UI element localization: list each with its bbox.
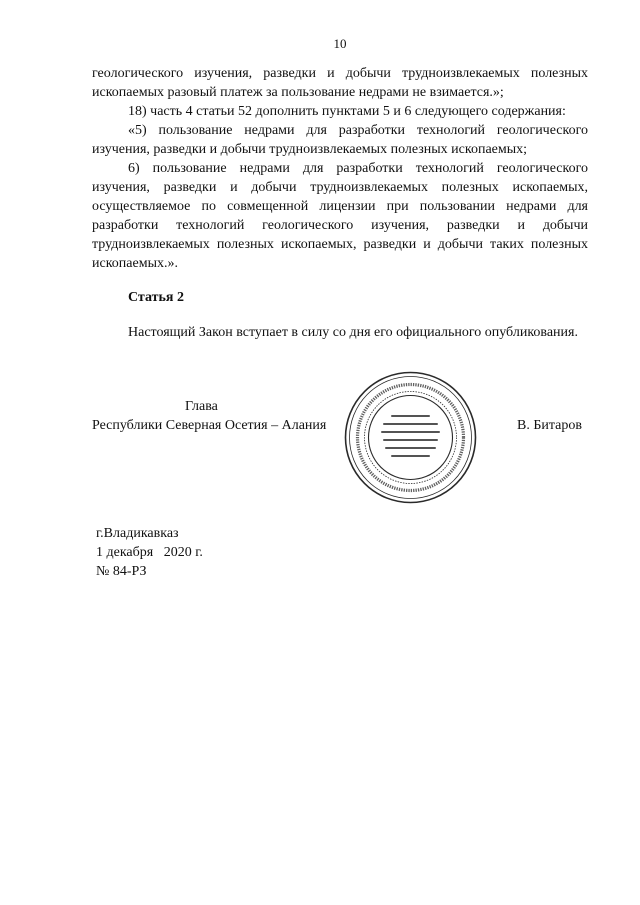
city: г.Владикавказ [96,526,179,541]
article-heading: Статья 2 [128,290,184,305]
place-date-block [96,524,203,581]
document-body [92,64,588,273]
signature-role-title: Глава [185,399,218,414]
date: 1 декабря 2020 г. [96,545,203,560]
signature-role-region: Республики Северная Осетия – Алания [92,418,327,433]
signatory-name: В. Битаров [517,418,582,433]
paragraph: «5) пользование недрами для разработки технологий геологического изучения, разведки и добычи трудноизвлекаемых полезных ископаемых; [92,123,588,157]
official-seal [343,370,478,505]
article-text: Настоящий Закон вступает в силу со дня его официального опубликования. [128,325,578,340]
paragraph: геологического изучения, разведки и добычи трудноизвлекаемых полезных ископаемых разовый платеж за пользование недрами не взимается.»; [92,66,588,100]
paragraph: 18) часть 4 статьи 52 дополнить пунктами 5 и 6 следующего содержания: [128,104,566,119]
law-number: № 84-РЗ [96,564,147,579]
page-number: 10 [333,36,347,51]
paragraph: 6) пользование недрами для разработки технологий геологического изучения, разведки и добычи трудноизвлекаемых полезных ископаемых, осуществляемое по совмещенной лицензии при пользовании недрами для разработки технологий геологического изучения, разведки и добычи трудноизвлекаемых полезных ископаемых, разведки и добычи таких полезных ископаемых.». [92,161,588,271]
